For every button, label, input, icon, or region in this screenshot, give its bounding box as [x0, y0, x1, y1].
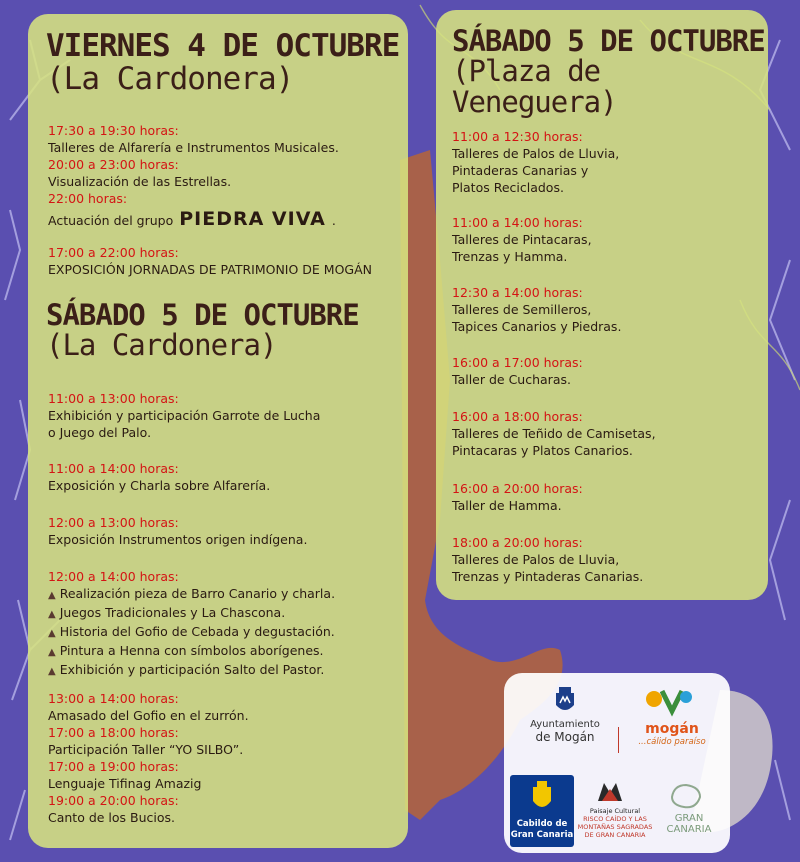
event-item: 22:00 horas: Actuación del grupo PIEDRA VIVA .: [48, 191, 336, 230]
triangle-bullet-icon: ▲: [48, 590, 56, 601]
day2-title: SÁBADO 5 DE OCTUBRE (La Cardonera): [46, 298, 359, 363]
event-item: 12:30 a 14:00 horas: Talleres de Semilleros, Tapices Canarios y Piedras.: [452, 285, 622, 334]
right-schedule-panel: [436, 10, 768, 600]
ayuntamiento-name: Ayuntamiento de Mogán: [530, 719, 600, 744]
gran-canaria-island-icon: [666, 781, 706, 811]
triangle-bullet-icon: ▲: [48, 609, 56, 620]
triangle-bullet-icon: ▲: [48, 628, 56, 639]
activity-list: [48, 585, 402, 680]
event-item: 19:00 a 20:00 horas: Canto de los Bucios.: [48, 793, 179, 825]
cabildo-logo: Cabildo de Gran Canaria: [510, 775, 574, 847]
event-item: 17:00 a 22:00 horas: EXPOSICIÓN JORNADAS DE PATRIMONIO DE MOGÁN: [48, 245, 373, 277]
list-item: ▲ Historia del Gofio de Cebada y degustación.: [48, 624, 335, 639]
list-item: ▲ Juegos Tradicionales y La Chascona.: [48, 605, 286, 620]
event-item: 17:30 a 19:30 horas: Talleres de Alfarería e Instrumentos Musicales.: [48, 123, 339, 155]
event-item: 11:00 a 14:00 horas: Talleres de Pintacaras, Trenzas y Hamma.: [452, 215, 592, 264]
event-item: 12:00 a 13:00 horas: Exposición Instrumentos origen indígena.: [48, 515, 308, 547]
event-item: 11:00 a 13:00 horas: Exhibición y participación Garrote de Lucha o Juego del Palo.: [48, 391, 321, 440]
band-name: PIEDRA VIVA: [179, 208, 326, 230]
event-item: 13:00 a 14:00 horas: Amasado del Gofio en el zurrón.: [48, 691, 249, 723]
paisaje-cultural-text: Paisaje Cultural RISCO CAÍDO Y LAS MONTAÑAS SAGRADAS DE GRAN CANARIA: [577, 807, 653, 839]
event-item: 12:00 a 14:00 horas: ▲ Realización pieza de Barro Canario y charla. ▲ Juegos Tradicionales y La Chascona. ▲ Historia del Gofio de Cebada y degustación. ▲ Pintura a Henna con símbolos aborígenes. ▲ Exhibición y participación Salto del Pastor.: [48, 568, 402, 680]
triangle-bullet-icon: ▲: [48, 647, 56, 658]
risco-caido-icon: [596, 779, 624, 805]
left-schedule-panel: [28, 14, 408, 848]
event-item: 17:00 a 18:00 horas: Participación Taller “YO SILBO”.: [48, 725, 244, 757]
day1-venue: (La Cardonera): [46, 60, 294, 97]
right-venue: (Plaza de Veneguera): [452, 54, 617, 119]
list-item: ▲ Pintura a Henna con símbolos aborígenes.: [48, 643, 324, 658]
logo-divider: [618, 727, 619, 753]
event-item: 16:00 a 18:00 horas: Talleres de Teñido de Camisetas, Pintacaras y Platos Canarios.: [452, 409, 656, 458]
list-item: ▲ Exhibición y participación Salto del Pastor.: [48, 662, 325, 677]
list-item: ▲ Realización pieza de Barro Canario y charla.: [48, 586, 336, 601]
day1-title: VIERNES 4 DE OCTUBRE (La Cardonera): [46, 28, 400, 97]
mogan-brand-name: mogán ...cálido paraíso: [638, 721, 706, 747]
event-item: 20:00 a 23:00 horas: Visualización de las Estrellas.: [48, 157, 232, 189]
right-day-title: SÁBADO 5 DE OCTUBRE (Plaza de Veneguera): [452, 26, 768, 117]
event-item: 11:00 a 14:00 horas: Exposición y Charla sobre Alfarería.: [48, 461, 271, 493]
mogan-brand-icon: [644, 685, 694, 717]
cabildo-crest-icon: [530, 781, 554, 815]
sponsor-logos: [504, 673, 730, 853]
gran-canaria-text: GRAN CANARIA: [666, 813, 712, 835]
event-item: 16:00 a 17:00 horas: Taller de Cucharas.: [452, 355, 583, 387]
event-item: 17:00 a 19:00 horas: Lenguaje Tifinag Amazig: [48, 759, 202, 791]
event-item: 16:00 a 20:00 horas: Taller de Hamma.: [452, 481, 583, 513]
day2-venue: (La Cardonera): [46, 328, 277, 363]
ayuntamiento-crest-icon: [554, 685, 576, 715]
event-item: 18:00 a 20:00 horas: Talleres de Palos de Lluvia, Trenzas y Pintaderas Canarias.: [452, 535, 644, 584]
event-item: 11:00 a 12:30 horas: Talleres de Palos de Lluvia, Pintaderas Canarias y Platos Reciclados.: [452, 129, 620, 195]
triangle-bullet-icon: ▲: [48, 666, 56, 677]
